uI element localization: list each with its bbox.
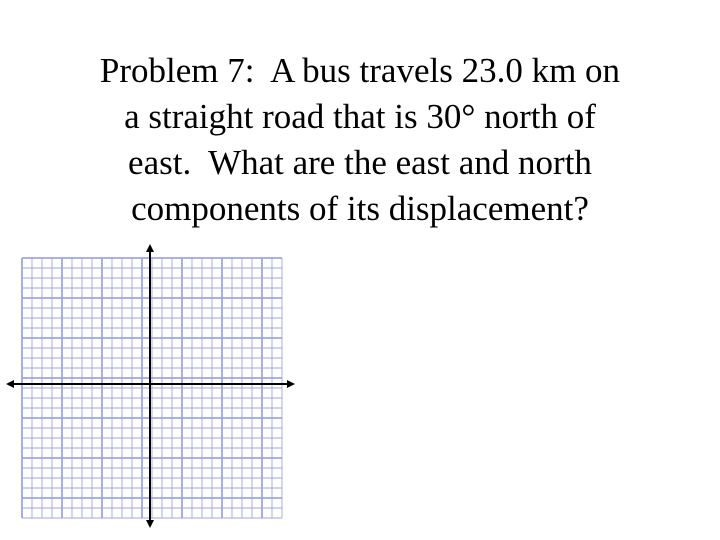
problem-line-3: east. What are the east and north (128, 143, 592, 182)
x-axis-left-arrow (6, 380, 14, 388)
y-axis-down-arrow (146, 520, 154, 528)
problem-line-1: Problem 7: A bus travels 23.0 km on (99, 51, 621, 90)
x-axis-right-arrow (287, 380, 295, 388)
problem-line-4: components of its displacement? (131, 189, 589, 228)
y-axis-up-arrow (146, 244, 154, 252)
problem-line-2: a straight road that is 30° north of (124, 97, 596, 136)
grid-lines (22, 258, 282, 518)
